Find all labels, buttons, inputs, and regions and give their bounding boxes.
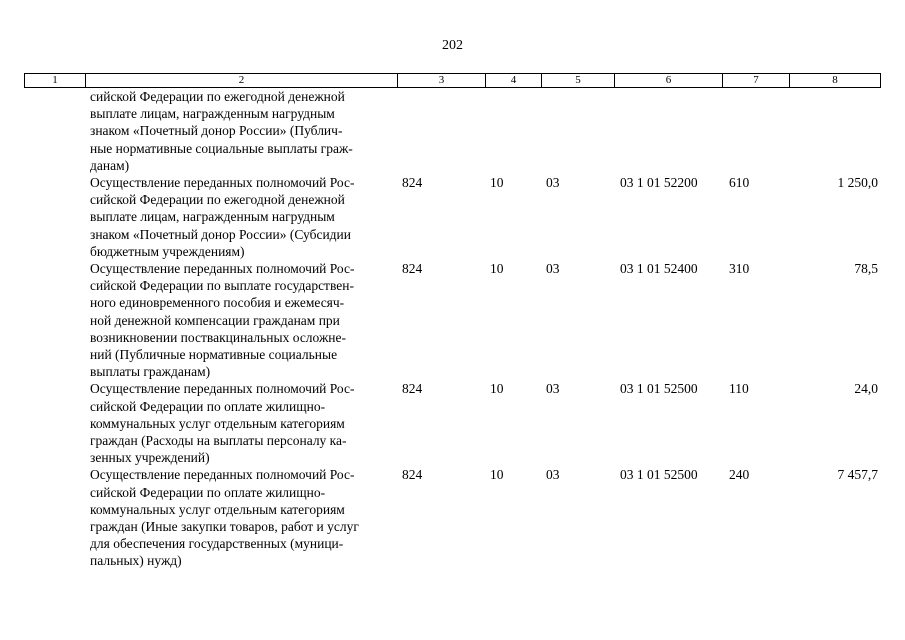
- description-line: ной денежной компенсации гражданам при: [90, 312, 340, 328]
- row-amount: 24,0: [854, 381, 878, 397]
- description-line: сийской Федерации по выплате государствен-: [90, 278, 354, 294]
- row-target-article: 03 1 01 52200: [620, 175, 698, 191]
- description-line: граждан (Иные закупки товаров, работ и услуг: [90, 519, 359, 535]
- description-line: сийской Федерации по ежегодной денежной: [90, 89, 345, 104]
- table-row: [24, 380, 880, 466]
- description-line: коммунальных услуг отдельным категориям: [90, 501, 345, 517]
- description-line: ные нормативные социальные выплаты граж-: [90, 140, 353, 156]
- row-expense-type: 110: [729, 381, 749, 397]
- row-expense-type: 240: [729, 467, 750, 483]
- description-line: для обеспечения государственных (муници-: [90, 536, 344, 552]
- description-line: Осуществление переданных полномочий Рос-: [90, 175, 355, 191]
- row-subsection-code: 03: [546, 175, 560, 191]
- description-line: сийской Федерации по оплате жилищно-: [90, 484, 326, 500]
- table-row: [24, 174, 880, 260]
- column-number-7: 7: [723, 74, 790, 88]
- row-description: [90, 260, 396, 380]
- description-line: коммунальных услуг отдельным категориям: [90, 415, 345, 431]
- row-ministry-code: 824: [402, 175, 423, 191]
- description-line: граждан (Расходы на выплаты персоналу ка-: [90, 433, 347, 449]
- row-section-code: 10: [490, 467, 504, 483]
- description-line: знаком «Почетный донор России» (Публич-: [90, 123, 343, 139]
- row-target-article: 03 1 01 52500: [620, 381, 698, 397]
- row-section-code: 10: [490, 381, 504, 397]
- row-amount: 1 250,0: [837, 175, 878, 191]
- row-expense-type: 610: [729, 175, 750, 191]
- row-description: [90, 380, 396, 466]
- row-amount: 78,5: [854, 261, 878, 277]
- description-line: сийской Федерации по ежегодной денежной: [90, 192, 345, 208]
- description-line: зенных учреждений): [90, 450, 210, 466]
- row-ministry-code: 824: [402, 467, 423, 483]
- column-number-3: 3: [398, 74, 486, 88]
- description-line: знаком «Почетный донор России» (Субсидии: [90, 226, 351, 242]
- row-target-article: 03 1 01 52400: [620, 261, 698, 277]
- description-line: Осуществление переданных полномочий Рос-: [90, 467, 355, 483]
- page-number: 202: [442, 38, 463, 53]
- column-number-4: 4: [486, 74, 542, 88]
- table-row: [24, 88, 880, 174]
- row-section-code: 10: [490, 175, 504, 191]
- description-line: ного единовременного пособия и ежемесяч-: [90, 295, 345, 311]
- row-amount: 7 457,7: [837, 467, 878, 483]
- description-line: выплаты гражданам): [90, 364, 211, 380]
- budget-rows: [24, 88, 880, 570]
- description-line: бюджетным учреждениям): [90, 243, 245, 259]
- row-subsection-code: 03: [546, 261, 560, 277]
- column-number-1: 1: [25, 74, 86, 88]
- description-line: пальных) нужд): [90, 553, 182, 569]
- row-description: [90, 174, 396, 260]
- table-row: [24, 466, 880, 569]
- description-line: выплате лицам, награжденным нагрудным: [90, 106, 335, 122]
- description-line: выплате лицам, награжденным нагрудным: [90, 209, 335, 225]
- row-description: [90, 88, 396, 174]
- description-line: ний (Публичные нормативные социальные: [90, 347, 338, 363]
- description-line: сийской Федерации по оплате жилищно-: [90, 398, 326, 414]
- row-ministry-code: 824: [402, 261, 423, 277]
- description-line: Осуществление переданных полномочий Рос-: [90, 381, 355, 397]
- description-line: данам): [90, 157, 130, 173]
- column-number-8: 8: [790, 74, 881, 88]
- description-line: возникновении поствакцинальных осложне-: [90, 329, 346, 345]
- column-number-header: [24, 73, 881, 88]
- description-line: Осуществление переданных полномочий Рос-: [90, 261, 355, 277]
- column-number-5: 5: [542, 74, 615, 88]
- column-number-6: 6: [615, 74, 723, 88]
- row-target-article: 03 1 01 52500: [620, 467, 698, 483]
- table-row: [24, 260, 880, 380]
- row-ministry-code: 824: [402, 381, 423, 397]
- row-subsection-code: 03: [546, 381, 560, 397]
- row-section-code: 10: [490, 261, 504, 277]
- row-description: [90, 466, 396, 569]
- row-subsection-code: 03: [546, 467, 560, 483]
- column-number-2: 2: [86, 74, 398, 88]
- row-expense-type: 310: [729, 261, 750, 277]
